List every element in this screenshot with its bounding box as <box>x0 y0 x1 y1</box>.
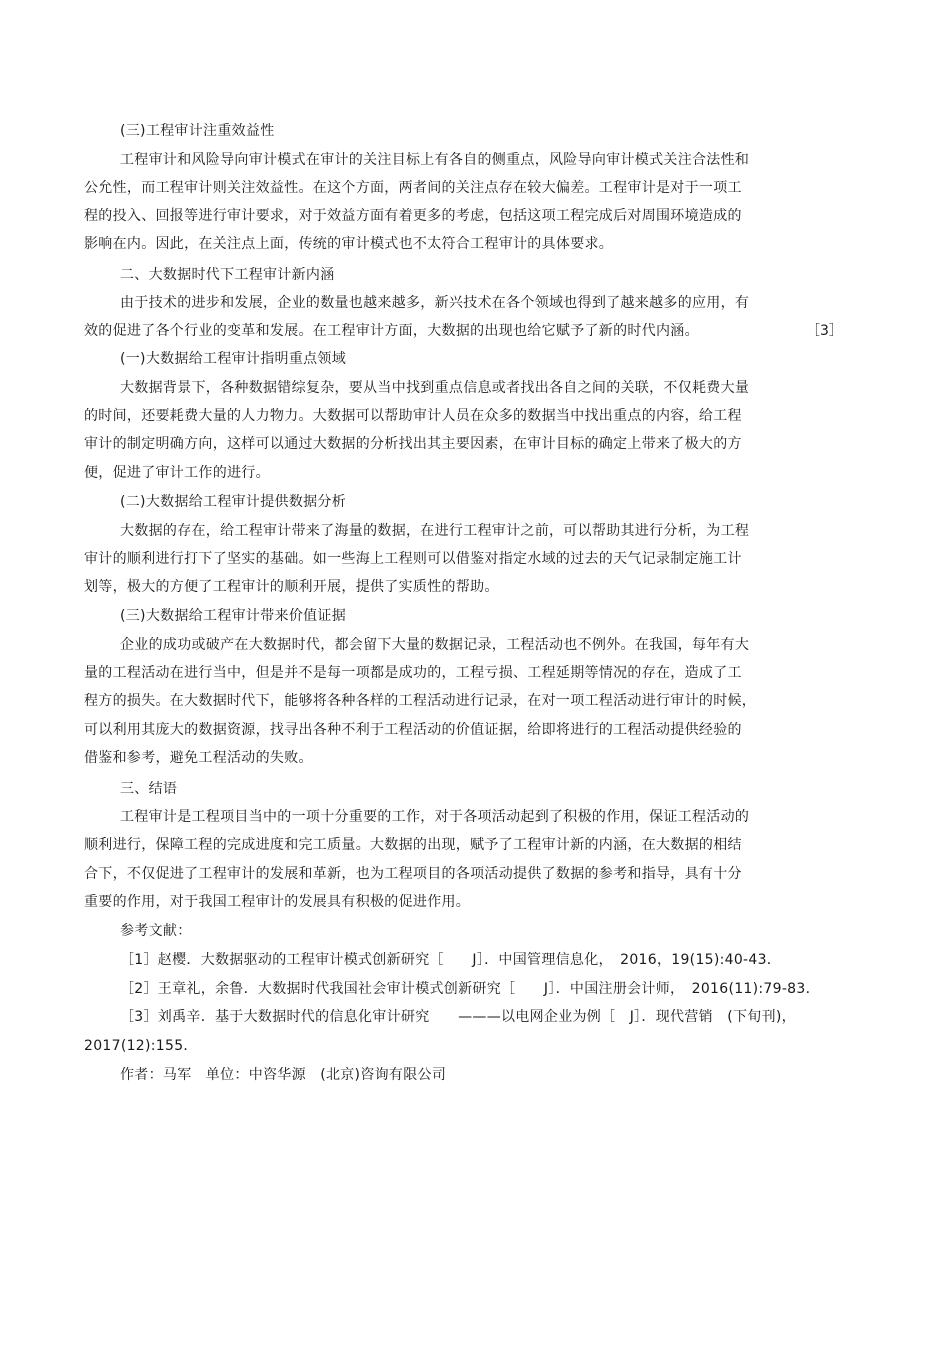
paragraph-line: 审计的顺利进行打下了坚实的基础。如一些海上工程则可以借鉴对指定水域的过去的天气记录制定施工计 <box>84 551 742 567</box>
reference-item-2: ［2］王章礼，余鲁．大数据时代我国社会审计模式创新研究［ J］．中国注册会计师， 2016(11):79-83． <box>120 981 820 997</box>
paragraph-line: 可以利用其庞大的数据资源，找寻出各种不利于工程活动的价值证据，给即将进行的工程活动提供经验的 <box>84 722 742 738</box>
paragraph-line: 的时间，还要耗费大量的人力物力。大数据可以帮助审计人员在众多的数据当中找出重点的内容，给工程 <box>84 408 742 424</box>
paragraph-line: 程的投入、回报等进行审计要求，对于效益方面有着更多的考虑，包括这项工程完成后对周围环境造成的 <box>84 208 742 224</box>
paragraph-line: 程方的损失。在大数据时代下，能够将各种各样的工程活动进行记录，在对一项工程活动进行审计的时候， <box>84 693 757 709</box>
paragraph-line: 划等，极大的方便了工程审计的顺利开展，提供了实质性的帮助。 <box>84 579 499 595</box>
paragraph-line: 大数据背景下，各种数据错综复杂，要从当中找到重点信息或者找出各自之间的关联，不仅耗费大量 <box>120 380 750 396</box>
paragraph-line: 合下，不仅促进了工程审计的发展和革新，也为工程项目的各项活动提供了数据的参考和指导，具有十分 <box>84 866 742 882</box>
paragraph-line: 量的工程活动在进行当中，但是并不是每一项都是成功的，工程亏损、工程延期等情况的存在，造成了工 <box>84 665 742 681</box>
section-heading-3: 三、结语 <box>120 781 178 797</box>
paragraph-line: 公允性，而工程审计则关注效益性。在这个方面，两者间的关注点存在较大偏差。工程审计是对于一项工 <box>84 180 742 196</box>
paragraph-line: 工程审计和风险导向审计模式在审计的关注目标上有各自的侧重点，风险导向审计模式关注合法性和 <box>120 152 750 168</box>
subheading-value-evidence: (三)大数据给工程审计带来价值证据 <box>120 608 347 624</box>
reference-item-3: ［3］刘禹辛．基于大数据时代的信息化审计研究 ———以电网企业为例［ J］．现代营销 (下旬刊)， <box>120 1009 796 1025</box>
author-affiliation: 作者：马军 单位：中咨华源 (北京)咨询有限公司 <box>120 1067 447 1083</box>
subheading-focus-areas: (一)大数据给工程审计指明重点领域 <box>120 351 347 367</box>
citation-marker: ［3］ <box>806 323 843 339</box>
paragraph-line: 审计的制定明确方向，这样可以通过大数据的分析找出其主要因素，在审计目标的确定上带来了极大的方 <box>84 436 742 452</box>
paragraph-line: 影响在内。因此，在关注点上面，传统的审计模式也不太符合工程审计的具体要求。 <box>84 236 614 252</box>
reference-item-1: ［1］赵樱．大数据驱动的工程审计模式创新研究［ J］．中国管理信息化， 2016，19(15):40-43． <box>120 952 782 968</box>
section-heading-2: 二、大数据时代下工程审计新内涵 <box>120 267 335 283</box>
reference-item-3-continued: 2017(12):155． <box>84 1038 198 1054</box>
subheading-data-analysis: (二)大数据给工程审计提供数据分析 <box>120 494 347 510</box>
paragraph-line: 大数据的存在，给工程审计带来了海量的数据，在进行工程审计之前，可以帮助其进行分析，为工程 <box>120 523 750 539</box>
paragraph-line: 效的促进了各个行业的变革和发展。在工程审计方面，大数据的出现也给它赋予了新的时代内涵。 <box>84 323 699 339</box>
paragraph-line: 工程审计是工程项目当中的一项十分重要的工作，对于各项活动起到了积极的作用，保证工程活动的 <box>120 809 750 825</box>
references-heading: 参考文献： <box>120 923 192 939</box>
paragraph-line: 借鉴和参考，避免工程活动的失败。 <box>84 750 313 766</box>
paragraph-line: 企业的成功或破产在大数据时代，都会留下大量的数据记录，工程活动也不例外。在我国，每年有大 <box>120 637 750 653</box>
paragraph-line: 便，促进了审计工作的进行。 <box>84 465 270 481</box>
paragraph-line: 重要的作用，对于我国工程审计的发展具有积极的促进作用。 <box>84 894 471 910</box>
paragraph-line: 由于技术的进步和发展，企业的数量也越来越多，新兴技术在各个领域也得到了越来越多的应用，有 <box>120 295 750 311</box>
subheading-engineering-audit-benefit: (三)工程审计注重效益性 <box>120 123 275 139</box>
paragraph-line: 顺利进行，保障工程的完成进度和完工质量。大数据的出现，赋予了工程审计新的内涵，在大数据的相结 <box>84 837 742 853</box>
